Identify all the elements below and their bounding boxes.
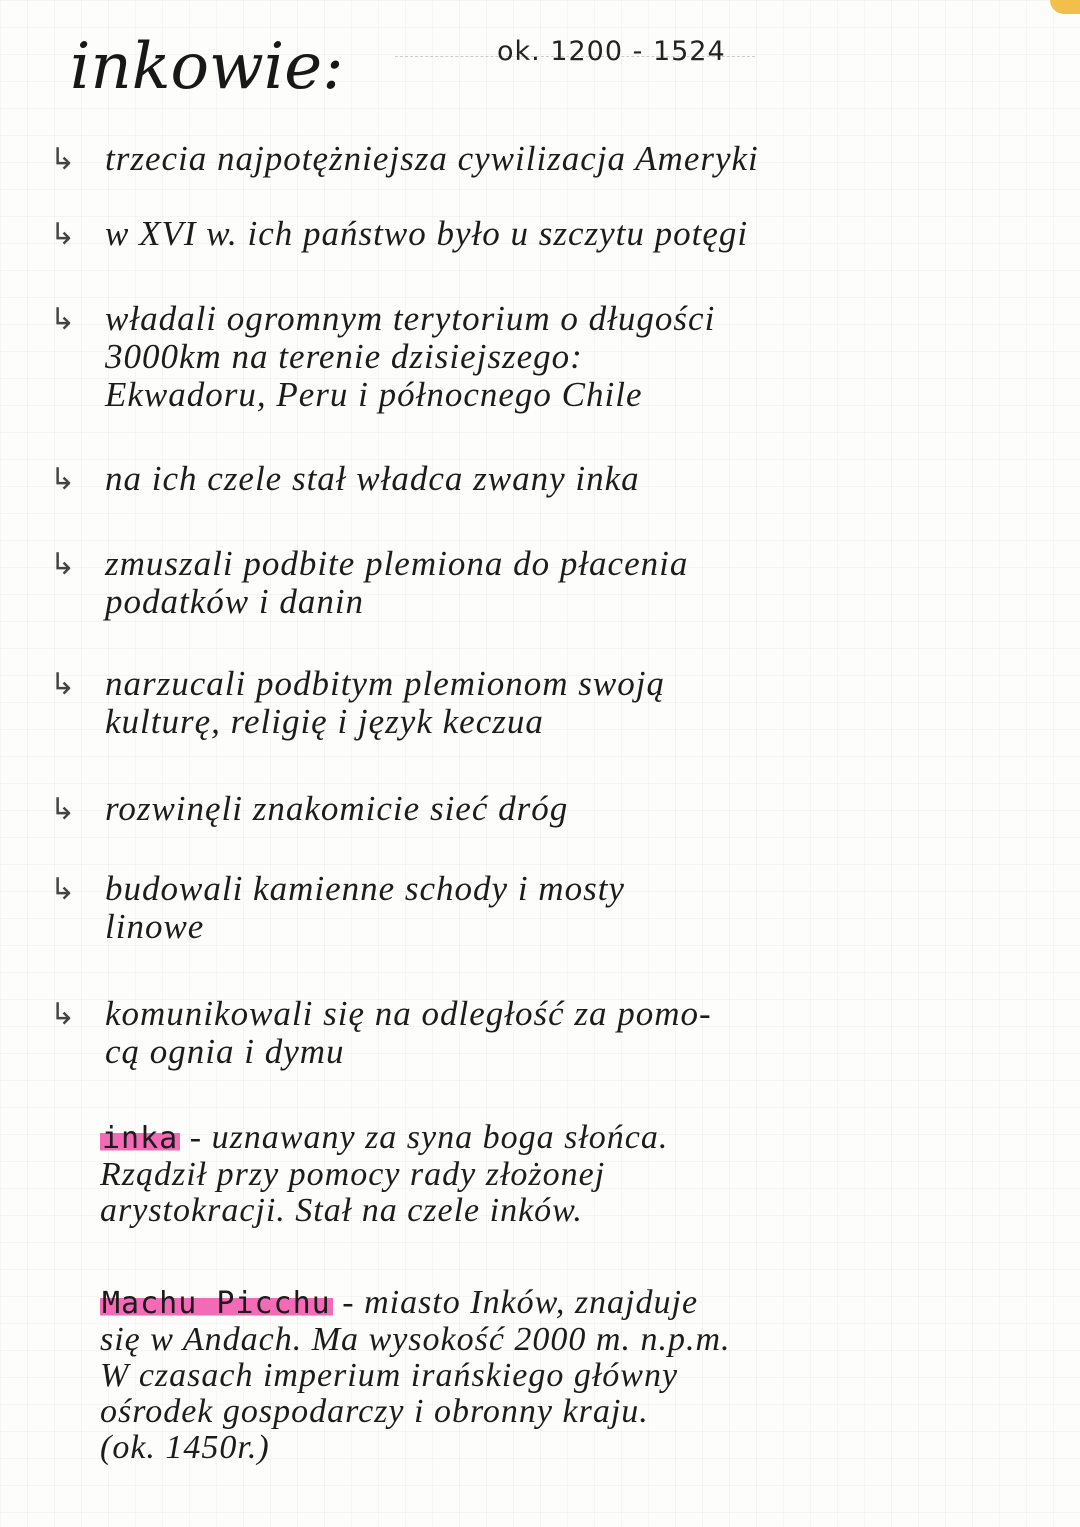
arrow-icon: ↳	[50, 997, 76, 1032]
page-title: inkowie:	[70, 30, 344, 104]
definition-text	[100, 1285, 1020, 1466]
arrow-icon: ↳	[50, 667, 76, 702]
list-item-text: zmuszali podbite plemiona do płacenia podatków i danin	[105, 544, 689, 621]
definition-machu-picchu	[100, 1285, 1020, 1466]
date-range: ok. 1200 - 1524	[497, 36, 726, 67]
arrow-icon: ↳	[50, 792, 76, 827]
list-item	[50, 460, 1010, 498]
list-item-text: budowali kamienne schody i mosty linowe	[105, 869, 625, 946]
list-item-text: narzucali podbitym plemionom swoją kulturę, religię i język keczua	[105, 664, 665, 741]
arrow-icon: ↳	[50, 462, 76, 497]
definition-inka	[100, 1120, 1020, 1229]
list-item-text: rozwinęli znakomicie sieć dróg	[105, 789, 569, 828]
list-item-text: trzecia najpotężniejsza cywilizacja Ameryki	[105, 139, 759, 178]
arrow-icon: ↳	[50, 547, 76, 582]
list-item-text: w XVI w. ich państwo było u szczytu potęgi	[105, 214, 749, 253]
list-item	[50, 215, 1010, 253]
list-item	[50, 300, 1010, 414]
highlighted-term: Machu Picchu	[102, 1286, 331, 1321]
list-item	[50, 545, 1010, 621]
list-item	[50, 995, 1010, 1071]
definition-text	[100, 1120, 1020, 1229]
list-item	[50, 790, 1010, 828]
definition-body: - uznawany za syna boga słońca. Rządził przy pomocy rady złożonej arystokracji. Stał na czele inków.	[100, 1119, 669, 1229]
list-item-text: komunikowali się na odległość za pomo- cą ognia i dymu	[105, 994, 712, 1071]
corner-marker	[1050, 0, 1080, 14]
list-item-text: na ich czele stał władca zwany inka	[105, 459, 640, 498]
arrow-icon: ↳	[50, 142, 76, 177]
arrow-icon: ↳	[50, 217, 76, 252]
highlighted-term: inka	[102, 1121, 179, 1156]
list-item	[50, 140, 1010, 178]
list-item	[50, 870, 1010, 946]
list-item-text: władali ogromnym terytorium o długości 3000km na terenie dzisiejszego: Ekwadoru, Peru i północnego Chile	[105, 299, 716, 414]
arrow-icon: ↳	[50, 872, 76, 907]
arrow-icon: ↳	[50, 302, 76, 337]
list-item	[50, 665, 1010, 741]
definition-body: - miasto Inków, znajduje się w Andach. Ma wysokość 2000 m. n.p.m. W czasach imperium irańskiego główny ośrodek gospodarczy i obronny kraju. (ok. 1450r.)	[100, 1284, 731, 1466]
